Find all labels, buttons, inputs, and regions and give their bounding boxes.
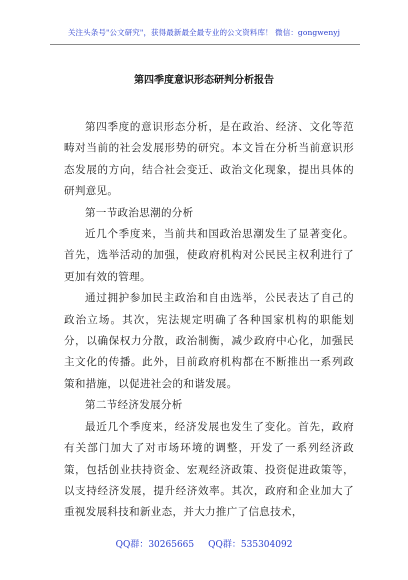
footer-qq-group-1: QQ群：30265665 (115, 540, 195, 550)
body-paragraph: 近几个季度来，当前共和国政治思潮发生了显著变化。首先，选举活动的加强，使政府机构对公民民主权利进行了更加有效的管理。 (64, 228, 354, 283)
header-divider (50, 44, 360, 45)
footer-qq-group-2: QQ群：535304092 (208, 540, 293, 550)
header-banner: 关注头条号"公文研究"，获得最新最全最专业的公文资料库！ 微信：gongwenyj (67, 28, 341, 37)
section-heading-politics: 第一节政治思潮的分析 (85, 206, 194, 219)
footer-contact (0, 537, 408, 550)
body-paragraph: 最近几个季度来，经济发展也发生了变化。首先，政府有关部门加大了对市场环境的调整，开发了一系列经济政策，包括创业扶持资金、宏观经济政策、投资促进政策等，以支持经济发展，提升经济效率。其次，政府和企业加大了重视发展科技和新业态，并大力推广了信息技术， (64, 420, 354, 519)
body-paragraph: 通过拥护参加民主政治和自由选举，公民表达了自己的政治立场。其次，宪法规定明确了各种国家机构的职能划分，以确保权力分散，政治制衡，减少政府中心化，加强民主文化的传播。此外，目前政府机构都在不断推出一系列政策和措施，以促进社会的和谐发展。 (64, 292, 354, 390)
intro-paragraph: 第四季度的意识形态分析，是在政治、经济、文化等范畴对当前的社会发展形势的研究。本文旨在分析当前意识形态发展的方向，结合社会变迁、政治文化现象，提出具体的研判意见。 (64, 121, 354, 198)
document-title: 第四季度意识形态研判分析报告 (134, 75, 274, 86)
section-heading-economy: 第二节经济发展分析 (85, 399, 183, 412)
document-body (64, 117, 354, 524)
